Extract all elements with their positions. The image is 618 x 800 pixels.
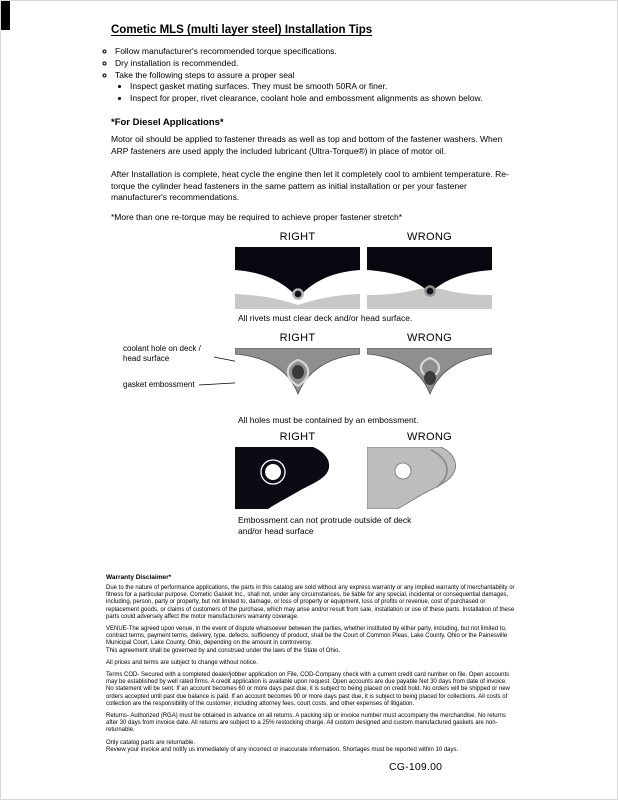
scan-corner-mark (1, 1, 10, 30)
warranty-heading: Warranty Disclaimer* (106, 574, 172, 581)
diesel-applications-heading: *For Diesel Applications* (111, 117, 224, 128)
warranty-paragraph: Returns- Authorized (RGA) must be obtained in advance on all returns. A packing slip or invoice number must accompany the merchandise. No returns after 30 days from invoice date. All returns are subject to a 25% restocking charge. All custom designed and custom manufactured gaskets are non-returnable. (106, 713, 506, 734)
right-label: RIGHT (279, 332, 316, 344)
warranty-paragraph: Due to the nature of performance applications, the parts in this catalog are sold without any express warranty or any implied warranty of merchantability or fitness for a particular purpose. Cometic Gasket Inc., shall not, under any circumstances, be liable for any special, incidental or consequential damages, including, person, party or property, but not limited to, damage, or loss of property or equipment, loss of profits or revenue, cost of purchased or replacement goods, or claims of customers of the purchase, which may arise and/or result from sale, installation or use of these parts. Installation of these parts could adversely affect the motor manufacturers warranty coverage. (106, 585, 515, 620)
wrong-label: WRONG (407, 332, 452, 344)
coolant-hole-callout: coolant hole on deck / head surface (123, 344, 201, 363)
embossment-protrusion-right-figure (235, 447, 360, 509)
hole-embossment-wrong-figure (367, 348, 492, 410)
holes-caption: All holes must be contained by an embossment. (238, 415, 419, 425)
warranty-paragraph: Review your invoice and notify us immediately of any incorrect or inaccurate information. Shortages must be reported within 10 days. (106, 746, 459, 753)
warranty-paragraph: All prices and terms are subject to change without notice. (106, 659, 258, 666)
tips-sublist (120, 81, 482, 105)
wrong-label: WRONG (407, 231, 452, 243)
diesel-paragraph-2: After Installation is complete, heat cycle the engine then let it completely cool to ambient temperature. Re-torque the cylinder head fasteners in the same pattern as initial installation or per your fastener manufacturer's recommendations. (111, 169, 509, 202)
rivet-caption: All rivets must clear deck and/or head surface. (238, 313, 413, 323)
retorque-note: *More than one re-torque may be required to achieve proper fastener stretch* (111, 212, 403, 222)
right-label: RIGHT (279, 231, 316, 243)
warranty-paragraph: This agreement shall be governed by and construed under the laws of the State of Ohio. (106, 647, 341, 654)
tip-item: ◦ Dry installation is recommended. (115, 58, 337, 70)
catalog-page-code: CG-109.00 (389, 761, 443, 773)
hole-embossment-right-figure (235, 348, 360, 410)
embossment-protrusion-wrong-figure (367, 447, 492, 509)
tips-list (105, 46, 337, 82)
tip-item: ◦ Follow manufacturer's recommended torque specifications. (115, 46, 337, 58)
right-label: RIGHT (279, 431, 316, 443)
wrong-label: WRONG (407, 431, 452, 443)
warranty-paragraph: Only catalog parts are returnable. (106, 739, 196, 746)
gasket-embossment-callout: gasket embossment (123, 380, 195, 389)
page-title: Cometic MLS (multi layer steel) Installation Tips (111, 24, 373, 36)
warranty-paragraph: VENUE-The agreed upon venue, in the event of dispute whatsoever between the parties, whether instituted by either party, including, but not limited to, contract terms, payment terms, delivery, type, defects, sufficiency of product, shall be the Court of Common Pleas, Lake County, Ohio or the Painesville Municipal Court, Lake County, Ohio, depending on the amount in controversy. (106, 626, 508, 647)
sub-tip-item: • Inspect for proper, rivet clearance, coolant hole and embossment alignments as shown below. (130, 93, 482, 105)
sub-tip-item: • Inspect gasket mating surfaces. They must be smooth 50RA or finer. (130, 81, 482, 93)
diesel-paragraph-1: Motor oil should be applied to fastener threads as well as top and bottom of the fastener washers. When ARP fasteners are used apply the included lubricant (Ultra-Torque®) in place of motor oil. (111, 134, 503, 156)
rivet-clearance-right-figure (235, 247, 360, 309)
tip-item: ◦ Take the following steps to assure a proper seal (115, 70, 337, 82)
warranty-text (106, 585, 515, 759)
warranty-paragraph: Terms COD- Secured with a completed dealer/jobber application on File, COD-Company check with a current credit card number on file. Open accounts may be established by well rated firms. A credit application is available upon request. Open accounts are due payable Net 30 days from date of invoice. No statement will be sent. If an account becomes 60 or more days past due, it is subject to being placed on credit hold. No orders will be shipped or new orders accepted until past due balance is paid. If an account becomes 90 or more days past due, it is subject to being placed for collections. All costs of collection are the responsibility of the customer, including attorney fees, court costs, and other expenses of litigation. (106, 672, 510, 707)
rivet-clearance-wrong-figure (367, 247, 492, 309)
protrusion-caption: Embossment can not protrude outside of deck and/or head surface (238, 515, 412, 536)
